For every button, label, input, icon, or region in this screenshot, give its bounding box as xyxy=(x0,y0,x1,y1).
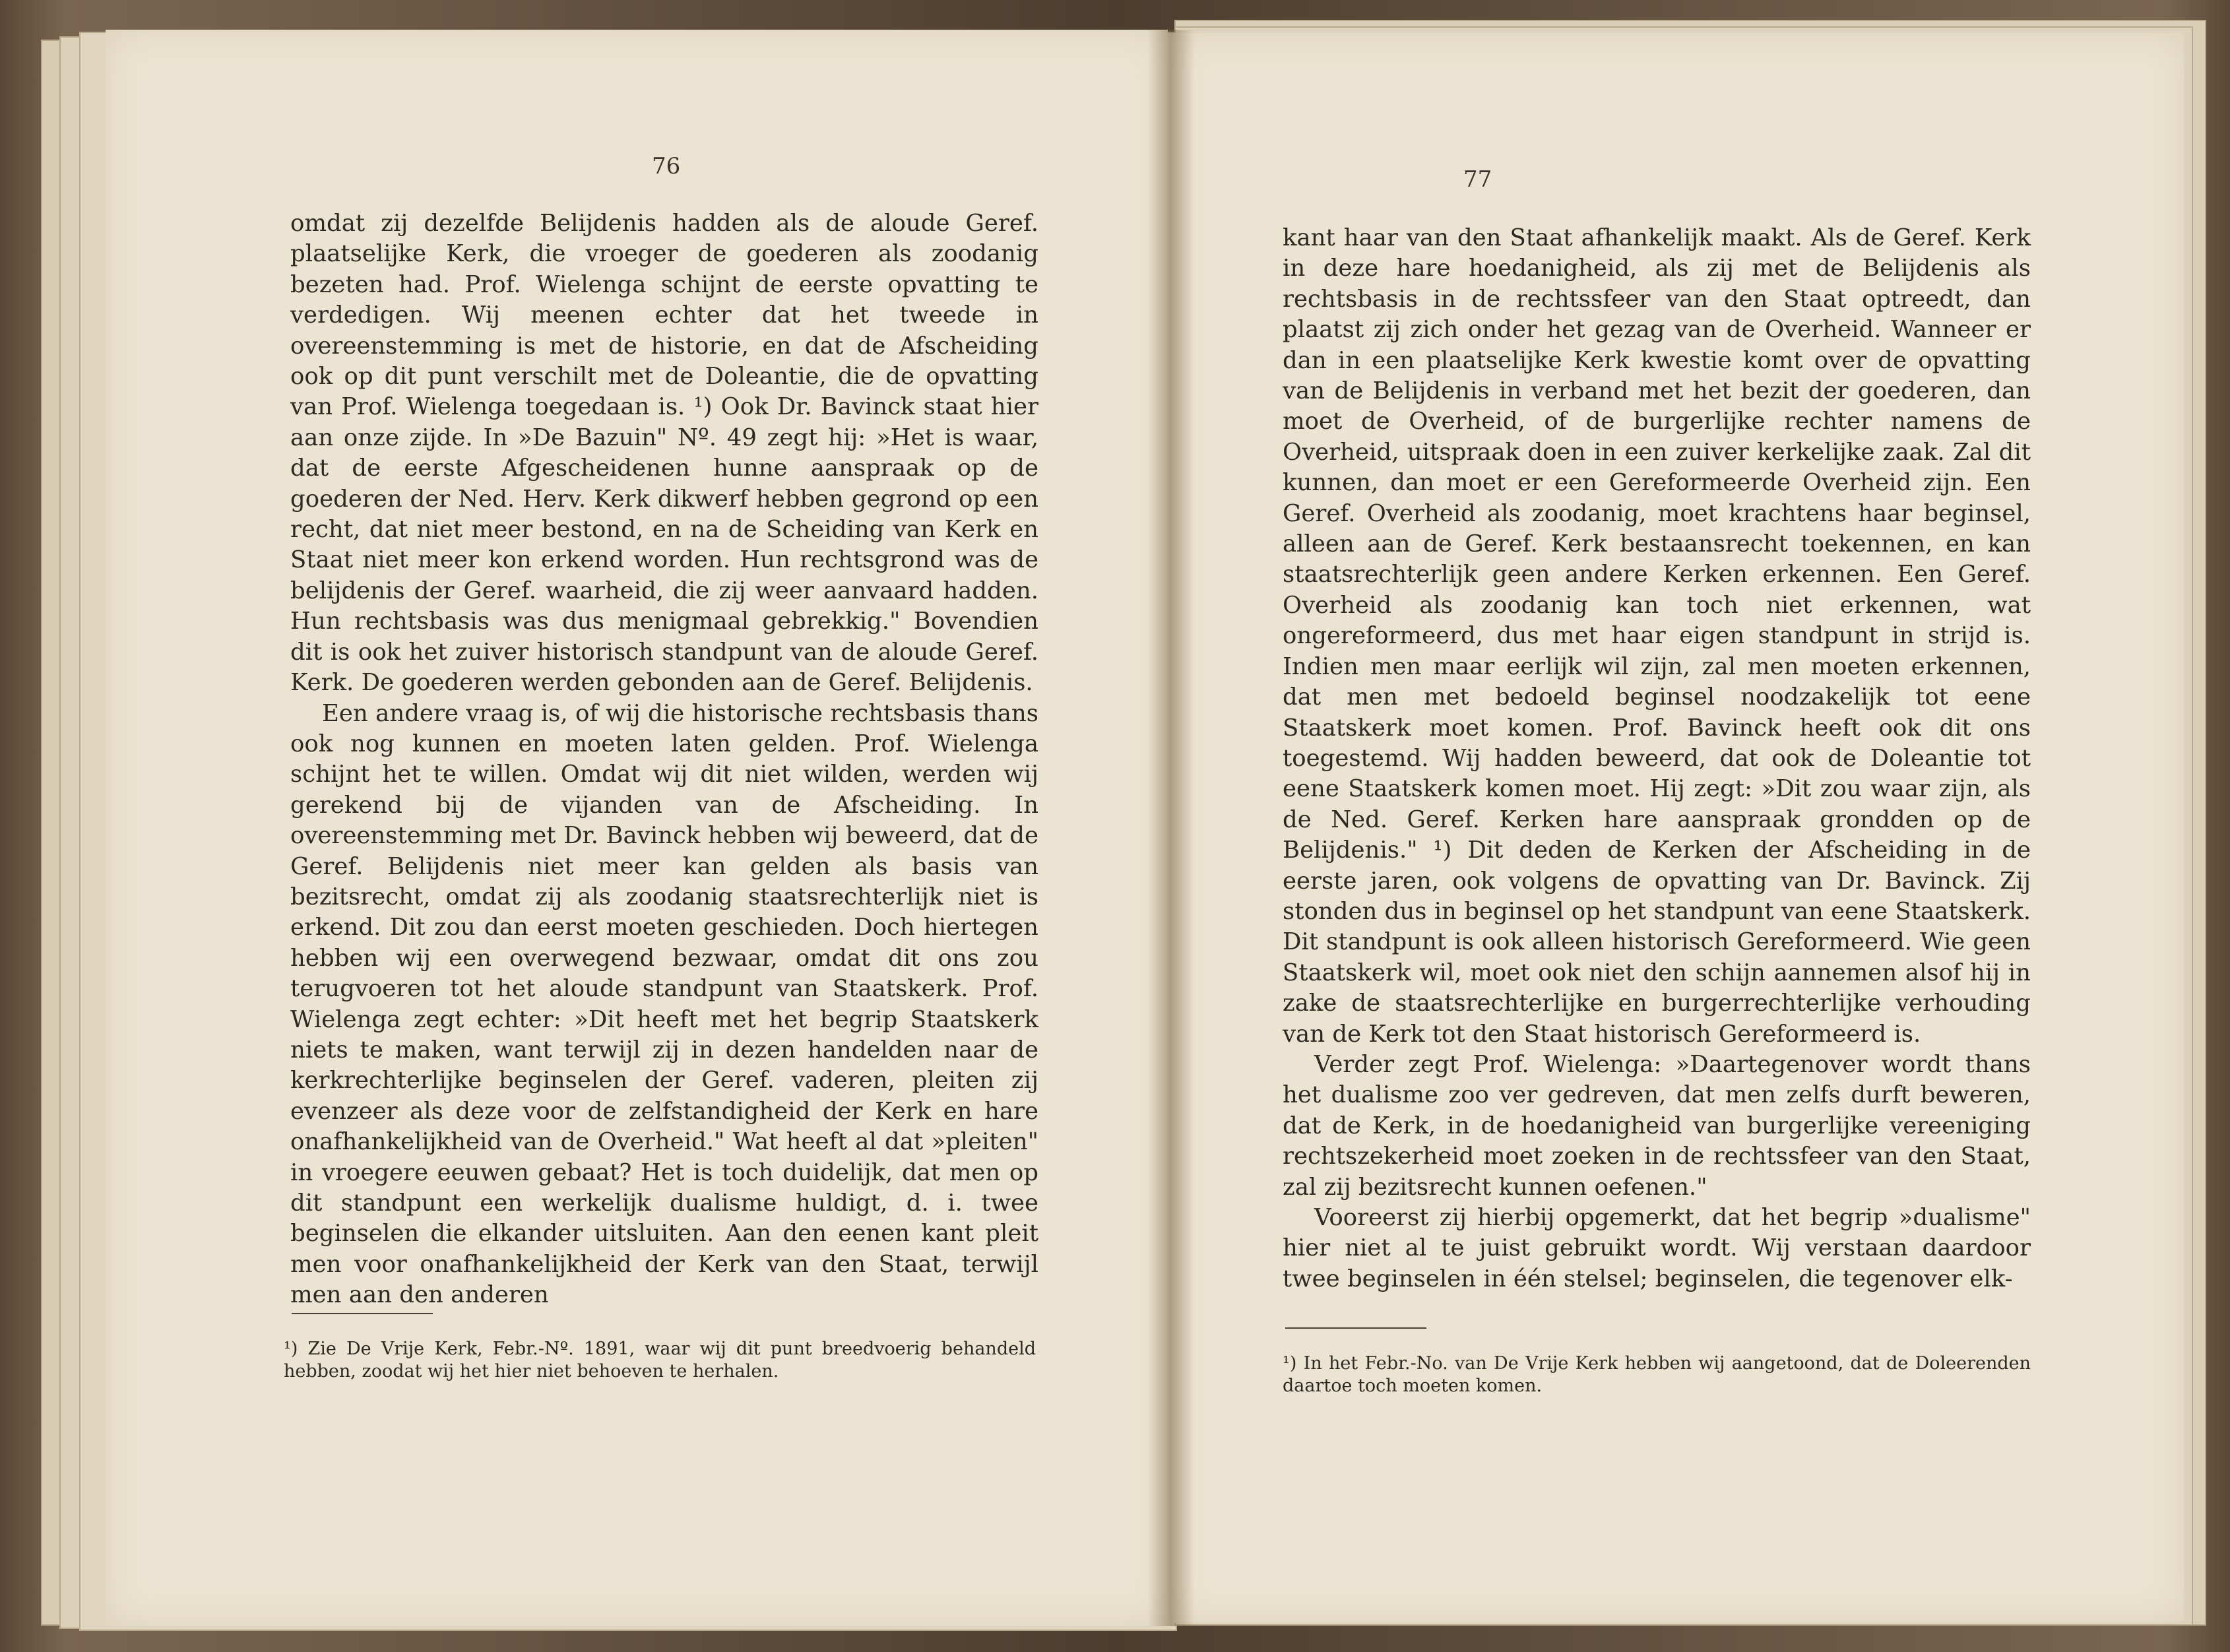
left-body-text xyxy=(290,208,1038,1311)
book-gutter xyxy=(1148,30,1194,1626)
left-page-number: 76 xyxy=(652,153,681,179)
right-paragraph-2: Verder zegt Prof. Wielenga: »Daartegenover wordt thans het dualisme zoo ver gedreven, dat men zelfs durft beweren, dat de Kerk, in de hoedanigheid van burgerlijke vereeniging rechtszekerheid moet zoeken in de rechtssfeer van den Staat, zal zij bezitsrecht kunnen oefenen." xyxy=(1283,1050,2031,1201)
right-footnote-rule xyxy=(1285,1327,1426,1329)
left-paragraph-1: omdat zij dezelfde Belijdenis hadden als de aloude Geref. plaatselijke Kerk, die vroeger de goederen als zoodanig bezeten had. Prof. Wielenga schijnt de eerste opvatting te verdedigen. Wij meenen echter dat het tweede in overeenstemming is met de historie, en dat de Afscheiding ook op dit punt verschilt met de Doleantie, die de opvatting van Prof. Wielenga toegedaan is. ¹) Ook Dr. Bavinck staat hier aan onze zijde. In »De Bazuin" Nº. 49 zegt hij: »Het is waar, dat de eerste Afgescheidenen hunne aanspraak op de goederen der Ned. Herv. Kerk dikwerf hebben gegrond op een recht, dat niet meer bestond, en na de Scheiding van Kerk en Staat niet meer kon erkend worden. Hun rechtsgrond was de belijdenis der Geref. waarheid, die zij weer aanvaard hadden. Hun rechtsbasis was dus menigmaal gebrekkig." Bovendien dit is ook het zuiver historisch standpunt van de aloude Geref. Kerk. De goederen werden gebonden aan de Geref. Belijdenis. xyxy=(290,210,1038,697)
left-footnote: ¹) Zie De Vrije Kerk, Febr.-Nº. 1891, waar wij dit punt breedvoerig behandeld hebben, zoodat wij het hier niet behoeven te herhalen. xyxy=(284,1339,1036,1382)
right-paragraph-3: Vooreerst zij hierbij opgemerkt, dat het begrip »dualisme" hier niet al te juist gebruikt wordt. Wij verstaan daardoor twee beginselen in één stelsel; beginselen, die tegenover elk- xyxy=(1283,1204,2031,1292)
left-footnote-rule xyxy=(292,1313,433,1314)
left-paragraph-2: Een andere vraag is, of wij die historische rechtsbasis thans ook nog kunnen en moeten laten gelden. Prof. Wielenga schijnt het te willen. Omdat wij dit niet wilden, werden wij gerekend bij de vijanden van de Afscheiding. In overeenstemming met Dr. Bavinck hebben wij beweerd, dat de Geref. Belijdenis niet meer kan gelden als basis van bezitsrecht, omdat zij als zoodanig staatsrechterlijk niet is erkend. Dit zou dan eerst moeten geschieden. Doch hiertegen hebben wij een overwegend bezwaar, omdat dit ons zou terugvoeren tot het aloude standpunt van Staatskerk. Prof. Wielenga zegt echter: »Dit heeft met het begrip Staatskerk niets te maken, want terwijl zij in dezen handelden naar de kerkrechterlijke beginselen der Geref. vaderen, pleiten zij evenzeer als deze voor de zelfstandigheid der Kerk en hare onafhankelijkheid van de Overheid." Wat heeft al dat »pleiten" in vroegere eeuwen gebaat? Het is toch duidelijk, dat men op dit standpunt een werkelijk dualisme huldigt, d. i. twee beginselen die elkander uitsluiten. Aan den eenen kant pleit men voor onafhankelijkheid der Kerk van den Staat, terwijl men aan den anderen xyxy=(290,699,1038,1309)
right-body-text xyxy=(1283,223,2031,1294)
right-page-number: 77 xyxy=(1463,166,1492,193)
right-paragraph-1: kant haar van den Staat afhankelijk maakt. Als de Geref. Kerk in deze hare hoedanigheid, als zij met de Belijdenis als rechtsbasis in de rechtssfeer van den Staat optreedt, dan plaatst zij zich onder het gezag van de Overheid. Wanneer er dan in een plaatselijke Kerk kwestie komt over de opvatting van de Belijdenis in verband met het bezit der goederen, dan moet de Overheid, of de burgerlijke rechter namens de Overheid, uitspraak doen in een zuiver kerkelijke zaak. Zal dit kunnen, dan moet er een Gereformeerde Overheid zijn. Een Geref. Overheid als zoodanig, moet krachtens haar beginsel, alleen aan de Geref. Kerk bestaansrecht toekennen, en kan staatsrechterlijk geen andere Kerken erkennen. Een Geref. Overheid als zoodanig kan toch niet erkennen, wat ongereformeerd, dus met haar eigen standpunt in strijd is. Indien men maar eerlijk wil zijn, zal men moeten erkennen, dat men met bedoeld beginsel noodzakelijk tot eene Staatskerk moet komen. Prof. Bavinck heeft ook dit ons toegestemd. Wij hadden beweerd, dat ook de Doleantie tot eene Staatskerk komen moet. Hij zegt: »Dit zou waar zijn, als de Ned. Geref. Kerken hare aanspraak grondden op de Belijdenis." ¹) Dit deden de Kerken der Afscheiding in de eerste jaren, ook volgens de opvatting van Dr. Bavinck. Zij stonden dus in beginsel op het standpunt van eene Staatskerk. Dit standpunt is ook alleen historisch Gereformeerd. Wie geen Staatskerk wil, moet ook niet den schijn aannemen alsof hij in zake de staatsrechterlijke en burgerrechterlijke verhouding van de Kerk tot den Staat historisch Gereformeerd is. xyxy=(1283,224,2031,1048)
right-footnote: ¹) In het Febr.-No. van De Vrije Kerk hebben wij aangetoond, dat de Doleerenden daartoe toch moeten komen. xyxy=(1283,1353,2031,1396)
